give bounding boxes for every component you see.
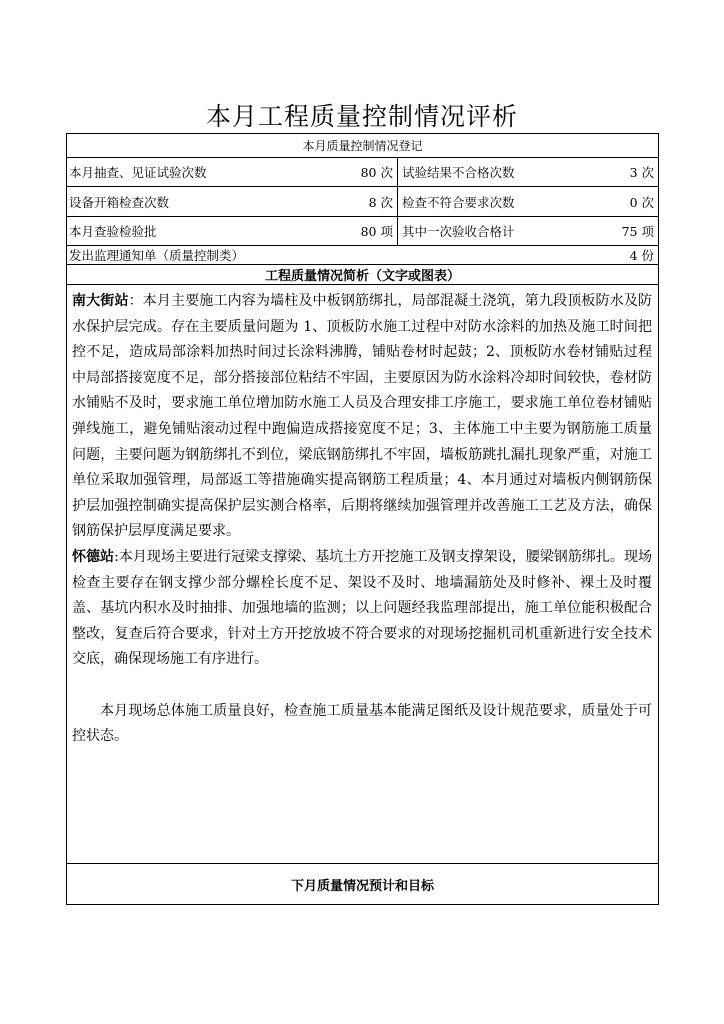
register-value: 80 项 <box>267 217 398 245</box>
station-name: 南大街站 <box>72 293 129 309</box>
register-value: 8 次 <box>267 187 398 216</box>
register-value: 80 次 <box>267 158 398 186</box>
register-label: 本月查验检验批 <box>69 224 157 239</box>
summary-heading-row <box>67 265 658 285</box>
station-name: 怀德站 <box>72 548 115 565</box>
register-label: 本月抽查、见证试验次数 <box>69 165 207 180</box>
register-value: 3 次 <box>629 165 654 180</box>
register-label: 其中一次验收合格计 <box>402 224 515 239</box>
station-text: ：本月主要施工内容为墙柱及中板钢筋绑扎，局部混凝土浇筑，第九段顶板防水及防水保护层完成。存在主要质量问题为 1、顶板防水施工过程中对防水涂料的加热及施工时间把控不足，造成局部涂料加热时间过长涂料沸腾，铺贴卷材时起鼓；2、顶板防水卷材铺贴过程中局部搭接宽度不足，部分搭接部位粘结不牢固，主要原因为防水涂料冷却时间较快，卷材防水铺贴不及时，要求施工单位增加防水施工人员及合理安排工序施工，要求施工单位卷材铺贴弹线施工，避免铺贴滚动过程中跑偏造成搭接宽度不足；3、主体施工中主要为钢筋施工质量问题，主要问题为钢筋绑扎不到位，梁底钢筋绑扎不牢固，墙板筋跳扎漏扎现象严重，对施工单位采取加强管理，局部返工等措施确实提高钢筋工程质量；4、本月通过对墙板内侧钢筋保护层加强控制确实提高保护层实测合格率，后期将继续加强管理并改善施工工艺及方法，确保钢筋保护层厚度满足要求。 <box>72 293 653 540</box>
page-title: 本月工程质量控制情况评析 <box>205 102 518 131</box>
notice-value: 4 份 <box>629 248 654 263</box>
notice-label: 发出监理通知单（质量控制类） <box>69 248 245 263</box>
quality-table <box>66 133 659 905</box>
station-paragraph <box>72 545 652 673</box>
table-row <box>67 217 658 246</box>
station-text: :本月现场主要进行冠梁支撑梁、基坑土方开挖施工及钢支撑架设，腰梁钢筋绑扎。现场检查主要存在钢支撑少部分螺栓长度不足、架设不及时、地墙漏筋处及时修补、裸土及时覆盖、基坑内积水及时抽排、加强地墙的监测；以上问题经我监理部提出，施工单位能积极配合整改，复查后符合要求，针对土方开挖放坡不符合要求的对现场挖掘机司机重新进行安全技术交底，确保现场施工有序进行。 <box>72 548 652 668</box>
register-value: 75 项 <box>621 224 654 239</box>
register-label: 检查不符合要求次数 <box>402 194 515 210</box>
table-row <box>67 246 658 265</box>
overall-summary: 本月现场总体施工质量良好，检查施工质量基本能满足图纸及设计规范要求，质量处于可控状态。 <box>72 702 652 745</box>
station-paragraph <box>72 289 652 545</box>
summary-content <box>67 285 658 864</box>
register-value: 0 次 <box>629 194 654 210</box>
table-row <box>67 158 658 187</box>
next-month-heading: 下月质量情况预计和目标 <box>290 878 434 894</box>
table-row <box>67 187 658 217</box>
summary-heading: 工程质量情况简析（文字或图表） <box>264 269 460 284</box>
register-heading: 本月质量控制情况登记 <box>302 139 423 153</box>
register-label: 设备开箱检查次数 <box>69 194 170 210</box>
register-heading-row <box>67 134 658 158</box>
register-label: 试验结果不合格次数 <box>402 165 515 180</box>
